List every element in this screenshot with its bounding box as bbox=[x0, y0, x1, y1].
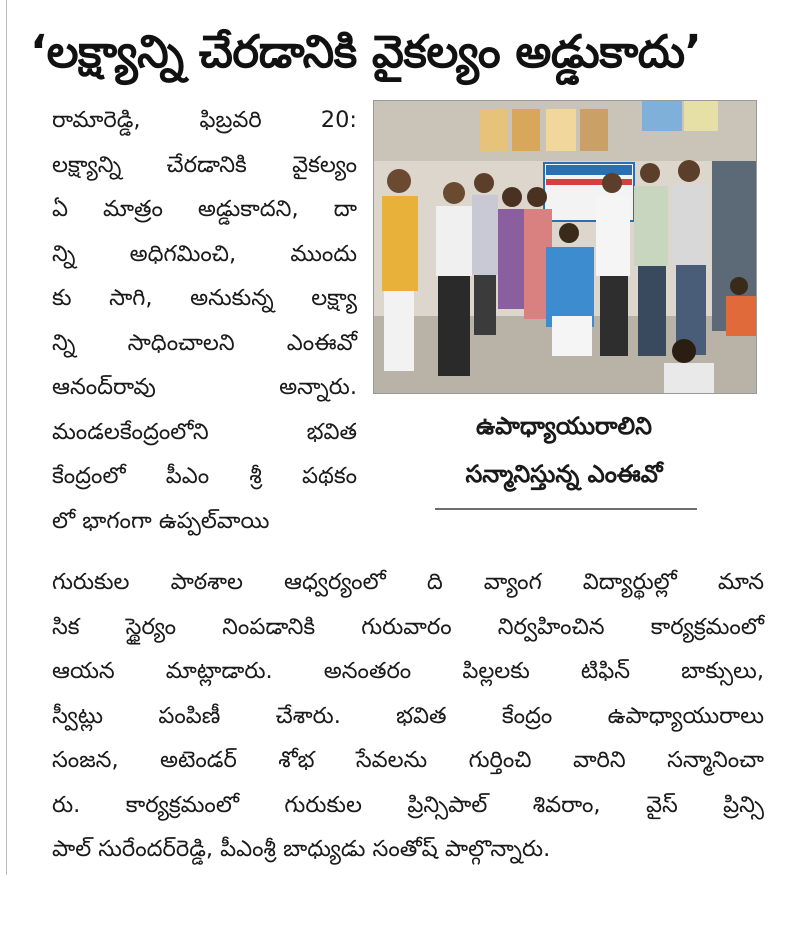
column-line: లక్ష్యాన్ని చేరడానికి వైకల్యం bbox=[52, 151, 357, 178]
caption-line: సన్మానిస్తున్న ఎంఈవో bbox=[465, 460, 663, 488]
photo-caption bbox=[373, 402, 755, 498]
caption-line: ఉపాధ్యాయురాలిని bbox=[476, 412, 652, 440]
column-line: కు సాగి, అనుకున్న లక్ష్యా bbox=[52, 285, 357, 311]
caption-divider bbox=[435, 508, 697, 510]
body-line: సిక స్థైర్యం నింపడానికి గురువారం నిర్వహించిన కార్యక్రమంలో bbox=[52, 613, 764, 640]
column-line: న్ని అధిగమించి, ముందు bbox=[52, 240, 357, 267]
body-line: ఆయన మాట్లాడారు. అనంతరం పిల్లలకు టిఫిన్ బాక్సులు, bbox=[52, 658, 764, 684]
body-line: పాల్ సురేందర్‌రెడ్డి, పీఎంశ్రీ బాధ్యుడు సంతోష్ పాల్గొన్నారు. bbox=[52, 836, 551, 862]
article-column-text bbox=[52, 98, 357, 543]
photo-illustration bbox=[374, 101, 756, 393]
body-line: సంజన, అటెండర్ శోభ సేవలను గుర్తించి వారిని సన్మానించా bbox=[52, 747, 764, 773]
column-line: ఆనంద్‌రావు అన్నారు. bbox=[52, 374, 357, 400]
headline: ‘లక్ష్యాన్ని చేరడానికి వైకల్యం అడ్డుకాదు’ bbox=[30, 25, 702, 78]
column-line: లో భాగంగా ఉప్పల్‌వాయి bbox=[52, 507, 270, 534]
body-line: గురుకుల పాఠశాల ఆధ్వర్యంలో ది వ్యాంగ విద్యార్థుల్లో మాన bbox=[52, 569, 764, 595]
column-line: కేంద్రంలో పీఎం శ్రీ పథకం bbox=[52, 463, 357, 489]
column-line: రామారెడ్డి, ఫిబ్రవరి 20: bbox=[52, 107, 357, 133]
column-line: న్ని సాధించాలని ఎంఈవో bbox=[52, 329, 357, 356]
column-divider bbox=[6, 0, 7, 875]
news-photo bbox=[373, 100, 757, 394]
column-line: ఏ మాత్రం అడ్డుకాదని, దా bbox=[52, 196, 357, 222]
body-line: స్వీట్లు పంపిణీ చేశారు. భవిత కేంద్రం ఉపాధ్యాయురాలు bbox=[52, 702, 764, 729]
column-line: మండలకేంద్రంలోని భవిత bbox=[52, 418, 357, 445]
article-body-text bbox=[52, 560, 764, 872]
body-line: రు. కార్యక్రమంలో గురుకుల ప్రిన్సిపాల్ శివరాం, వైస్ ప్రిన్సి bbox=[52, 791, 764, 818]
